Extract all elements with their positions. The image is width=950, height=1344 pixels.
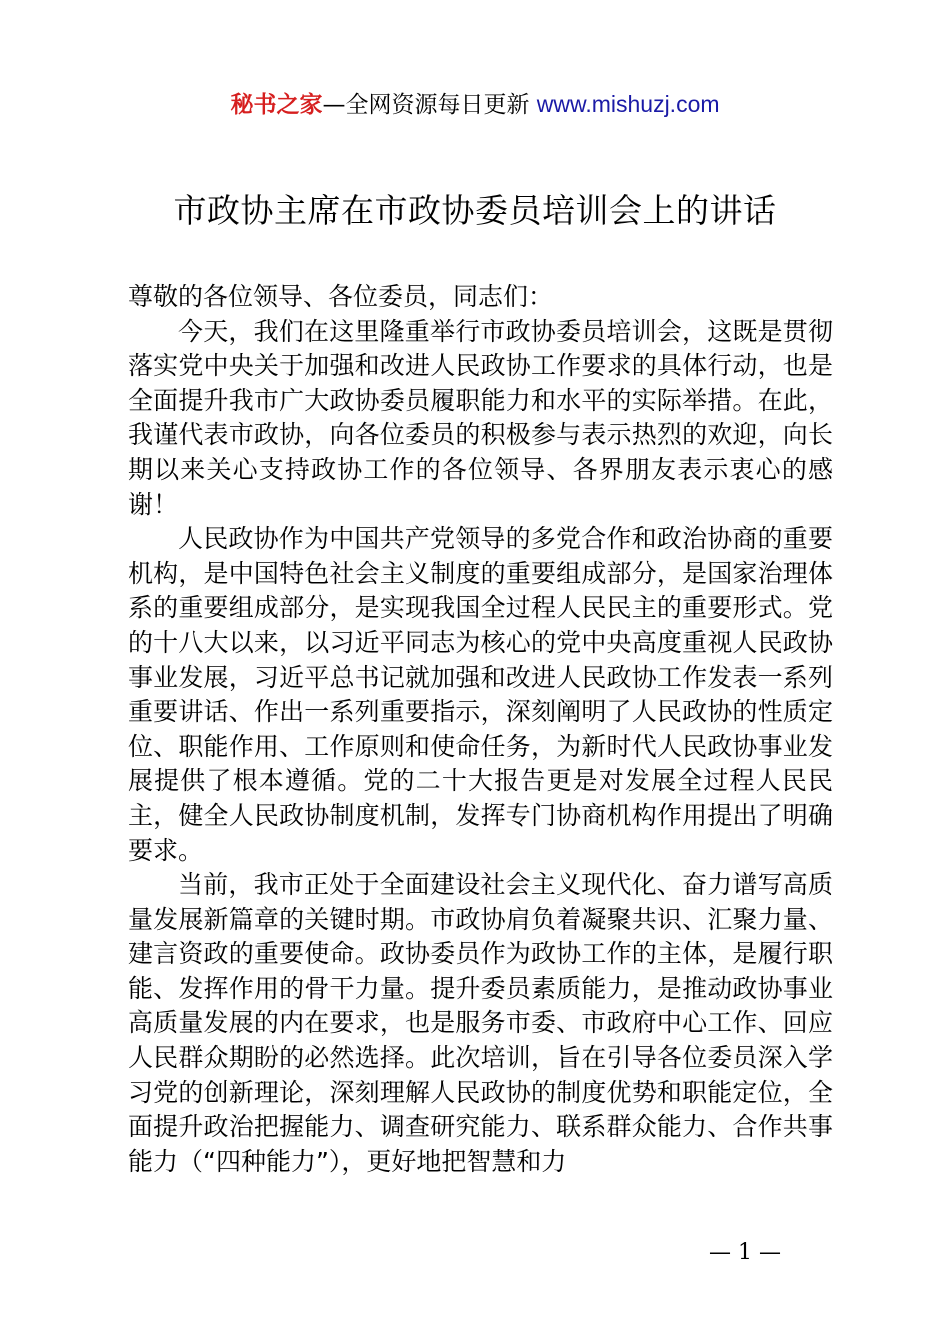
site-brand: 秘书之家	[230, 92, 323, 118]
site-header	[0, 86, 950, 123]
document-body	[128, 280, 833, 1179]
paragraph: 人民政协作为中国共产党领导的多党合作和政治协商的重要机构，是中国特色社会主义制度的重要组成部分，是国家治理体系的重要组成部分，是实现我国全过程人民民主的重要形式。党的十八大以来，以习近平同志为核心的党中央高度重视人民政协事业发展，习近平总书记就加强和改进人民政协工作发表一系列重要讲话、作出一系列重要指示，深刻阐明了人民政协的性质定位、职能作用、工作原则和使命任务，为新时代人民政协事业发展提供了根本遵循。党的二十大报告更是对发展全过程人民民主，健全人民政协制度机制，发挥专门协商机构作用提出了明确要求。	[128, 524, 833, 865]
paragraph: 当前，我市正处于全面建设社会主义现代化、奋力谱写高质量发展新篇章的关键时期。市政协肩负着凝聚共识、汇聚力量、建言资政的重要使命。政协委员作为政协工作的主体，是履行职能、发挥作用的骨干力量。提升委员素质能力，是推动政协事业高质量发展的内在要求，也是服务市委、市政府中心工作、回应人民群众期盼的必然选择。此次培训，旨在引导各位委员深入学习党的创新理论，深刻理解人民政协的制度优势和职能定位，全面提升政治把握能力、调查研究能力、联系群众能力、合作共事能力（“四种能力”），更好地把智慧和力	[128, 870, 833, 1176]
salutation: 尊敬的各位领导、各位委员，同志们：	[128, 282, 554, 311]
page-number: — 1 —	[709, 1240, 781, 1265]
paragraph: 今天，我们在这里隆重举行市政协委员培训会，这既是贯彻落实党中央关于加强和改进人民政协工作要求的具体行动，也是全面提升我市广大政协委员履职能力和水平的实际举措。在此，我谨代表市政协，向各位委员的积极参与表示热烈的欢迎，向长期以来关心支持政协工作的各位领导、各界朋友表示衷心的感谢！	[128, 316, 833, 519]
document-title: 市政协主席在市政协委员培训会上的讲话	[173, 191, 777, 230]
site-url[interactable]: www.mishuzj.com	[536, 91, 720, 117]
site-tagline: —全网资源每日更新	[322, 92, 530, 118]
